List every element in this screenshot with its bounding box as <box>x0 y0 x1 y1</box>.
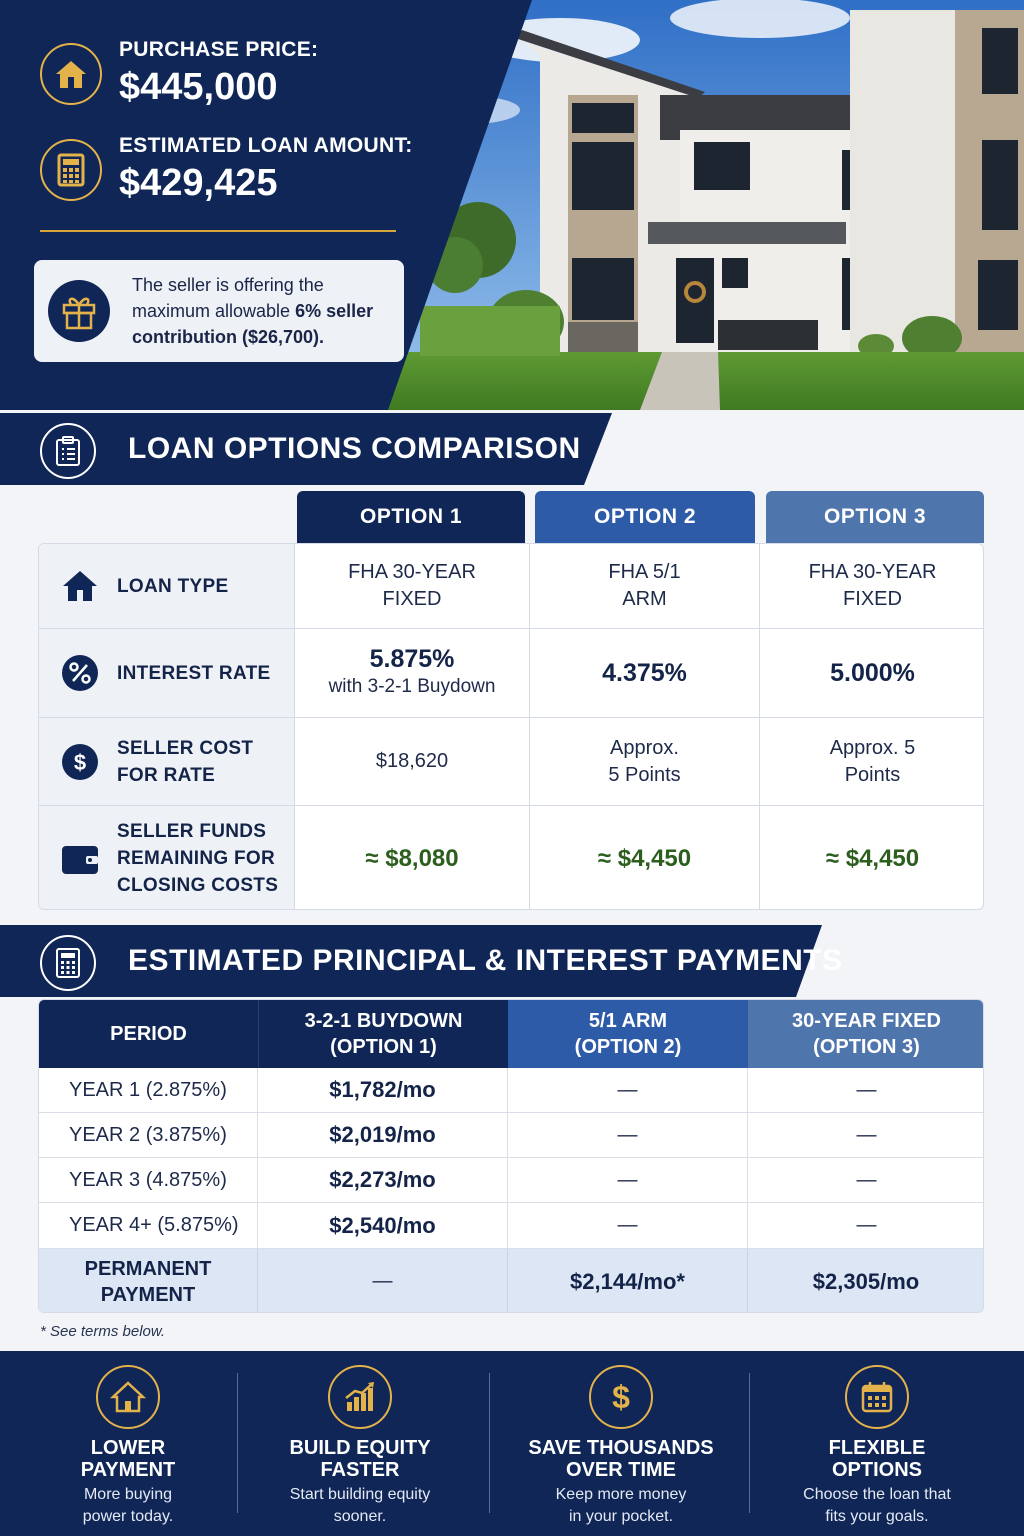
buydown-permanent-cell: — <box>258 1249 508 1313</box>
period-header: PERIOD <box>39 1000 258 1068</box>
arm-permanent-cell: $2,144/mo* <box>508 1249 748 1313</box>
seller-cost-option-3: Approx. 5 Points <box>829 736 916 786</box>
table-row <box>39 1113 984 1158</box>
loan-type-option-3: FHA 30-YEAR FIXED <box>808 561 937 610</box>
seller-contribution-card <box>34 260 404 362</box>
fixed-payment-cell: — <box>856 1123 877 1146</box>
buydown-payment-cell: $2,273/mo <box>258 1158 508 1202</box>
period-cell: YEAR 3 (4.875%) <box>39 1158 258 1202</box>
fixed-payment-cell: — <box>856 1168 877 1191</box>
interest-rate-label-cell <box>39 629 295 717</box>
loan-type-option-1: FHA 30-YEAR FIXED <box>295 544 530 628</box>
benefit-description: Choose the loan that fits your goals. <box>803 1486 951 1525</box>
arm-header: 5/1 ARM (OPTION 2) <box>508 1000 748 1068</box>
seller-contribution-text: The seller is offering the maximum allowable 6% seller contribution ($26,700). <box>132 275 374 347</box>
seller-cost-option-1: $18,620 <box>295 718 530 805</box>
buydown-payment-cell: $2,019/mo <box>258 1113 508 1157</box>
table-row <box>39 1203 984 1249</box>
loan-type-option-2: FHA 5/1 ARM <box>530 544 760 628</box>
option-2-header: OPTION 2 <box>535 491 755 543</box>
seller-funds-label-cell <box>39 806 295 910</box>
interest-rate-option-3: 5.000% <box>830 658 915 687</box>
house-icon <box>59 565 101 607</box>
gold-divider <box>40 230 396 232</box>
dollar-icon <box>589 1365 653 1429</box>
percent-icon <box>59 652 101 694</box>
fixed-permanent-cell: $2,305/mo <box>748 1249 984 1313</box>
arm-payment-cell: — <box>508 1113 748 1157</box>
benefit-description: More buying power today. <box>82 1486 174 1525</box>
interest-rate-option-2: 4.375% <box>530 629 760 717</box>
fixed-header: 30-YEAR FIXED (OPTION 3) <box>748 1000 984 1068</box>
purchase-price-row <box>40 38 318 109</box>
period-cell: YEAR 1 (2.875%) <box>39 1068 258 1112</box>
interest-rate-label: INTEREST RATE <box>117 662 271 684</box>
payments-banner <box>0 925 1024 997</box>
interest-rate-option-1: 5.875% with 3-2-1 Buydown <box>295 629 530 717</box>
loan-options-banner <box>0 413 1024 485</box>
svg-text:$: $ <box>612 1379 630 1415</box>
calculator-icon <box>40 935 96 991</box>
loan-amount-label: ESTIMATED LOAN AMOUNT: <box>119 134 413 157</box>
benefit-description: Keep more money in your pocket. <box>555 1486 687 1525</box>
benefits-footer <box>0 1351 1024 1536</box>
buydown-header: 3-2-1 BUYDOWN (OPTION 1) <box>258 1000 508 1068</box>
table-row <box>39 1068 984 1113</box>
option-3-header: OPTION 3 <box>766 491 984 543</box>
calculator-icon <box>40 139 102 201</box>
arm-payment-cell: — <box>508 1068 748 1112</box>
permanent-payment-row <box>39 1249 984 1313</box>
loan-options-title: LOAN OPTIONS COMPARISON <box>128 432 581 465</box>
loan-amount-value: $429,425 <box>119 162 278 204</box>
seller-cost-label: SELLER COST FOR RATE <box>117 737 254 786</box>
seller-funds-row <box>39 806 984 910</box>
seller-cost-row <box>39 718 984 806</box>
hero-section <box>0 0 1024 410</box>
benefit-title: LOWER PAYMENT <box>80 1437 176 1481</box>
loan-amount-row <box>40 134 413 205</box>
seller-funds-option-1: ≈ $8,080 <box>295 806 530 910</box>
fixed-payment-cell: — <box>856 1078 877 1101</box>
benefit-flexible-options <box>749 1351 1005 1536</box>
seller-funds-option-2: ≈ $4,450 <box>530 806 760 910</box>
fixed-payment-cell: — <box>856 1214 877 1236</box>
benefit-description: Start building equity sooner. <box>289 1486 431 1525</box>
svg-text:$: $ <box>73 749 87 775</box>
seller-funds-label: SELLER FUNDS REMAINING FOR CLOSING COSTS <box>117 821 279 896</box>
table-row <box>39 1158 984 1203</box>
seller-cost-label-cell <box>39 718 295 805</box>
purchase-price-value: $445,000 <box>119 66 278 108</box>
seller-funds-option-3: ≈ $4,450 <box>825 845 920 872</box>
option-1-header: OPTION 1 <box>297 491 525 543</box>
seller-cost-option-2: Approx. 5 Points <box>530 718 760 805</box>
arm-payment-cell: — <box>508 1203 748 1248</box>
benefit-title: BUILD EQUITY FASTER <box>289 1437 431 1481</box>
divider <box>489 1373 490 1513</box>
period-cell: YEAR 4+ (5.875%) <box>39 1203 258 1248</box>
loan-type-label: LOAN TYPE <box>117 575 229 597</box>
loan-type-label-cell <box>39 544 295 628</box>
benefit-save-thousands <box>493 1351 749 1536</box>
gift-icon <box>48 280 110 342</box>
benefit-build-equity <box>232 1351 488 1536</box>
benefit-lower-payment <box>0 1351 256 1536</box>
payments-table <box>38 999 984 1313</box>
buydown-payment-cell: $1,782/mo <box>258 1068 508 1112</box>
interest-rate-row <box>39 629 984 718</box>
loan-options-table <box>38 543 984 910</box>
arm-payment-cell: — <box>508 1158 748 1202</box>
clipboard-icon <box>40 423 96 479</box>
payments-title: ESTIMATED PRINCIPAL & INTEREST PAYMENTS <box>128 944 843 977</box>
calendar-icon <box>845 1365 909 1429</box>
loan-type-row <box>39 544 984 629</box>
dollar-icon <box>59 741 101 783</box>
benefit-title: SAVE THOUSANDS OVER TIME <box>528 1437 714 1481</box>
growth-chart-icon <box>328 1365 392 1429</box>
wallet-icon <box>59 838 101 880</box>
footnote: * See terms below. <box>40 1323 166 1340</box>
house-icon <box>40 43 102 105</box>
buydown-payment-cell: $2,540/mo <box>258 1203 508 1248</box>
purchase-price-label: PURCHASE PRICE: <box>119 38 319 61</box>
benefit-title: FLEXIBLE OPTIONS <box>828 1437 926 1481</box>
house-icon <box>96 1365 160 1429</box>
period-cell: YEAR 2 (3.875%) <box>39 1113 258 1157</box>
permanent-payment-label: PERMANENT PAYMENT <box>39 1249 258 1313</box>
